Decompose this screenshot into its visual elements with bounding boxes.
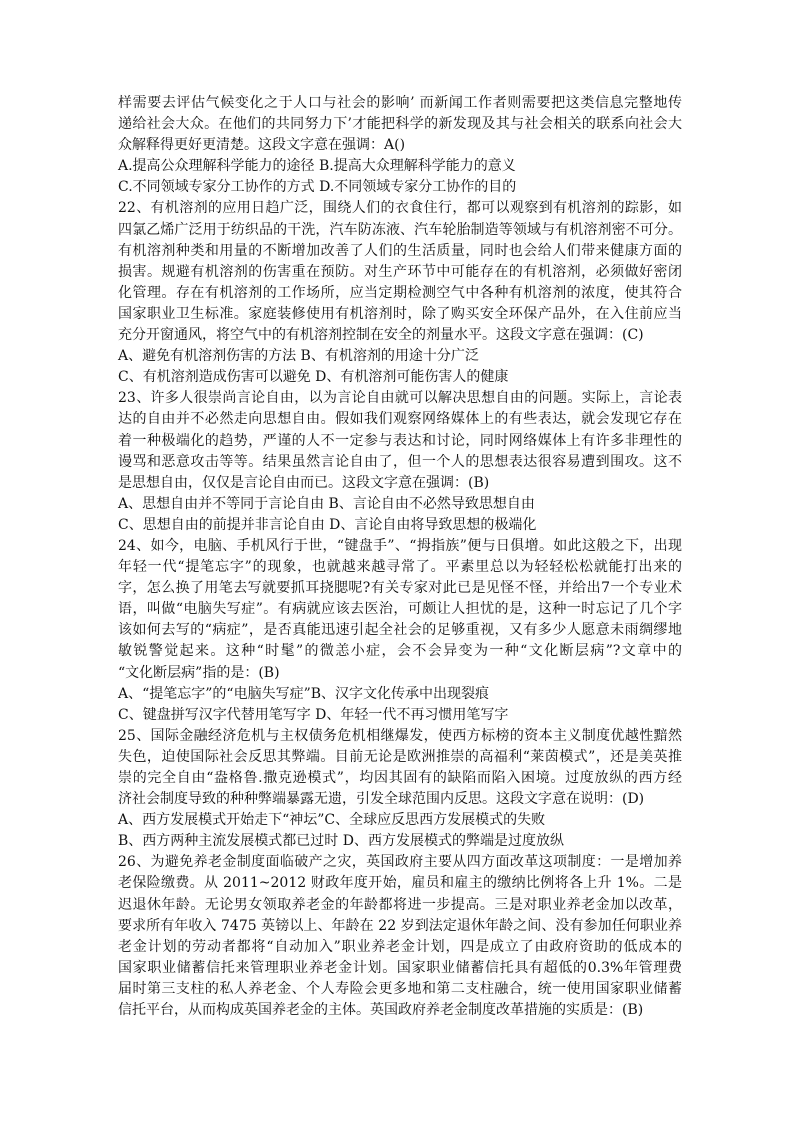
text-line: 崇的完全自由“盎格鲁.撒克逊模式”，均因其固有的缺陷而陷入困境。过度放纵的西方经 <box>118 770 682 786</box>
text-line: A、西方发展模式开始走下“神坛”C、全球应反思西方发展模式的失败 <box>118 812 546 829</box>
text-line: 众解释得更好更清楚。这段文字意在强调：A() <box>118 137 406 154</box>
text-line: A、“提笔忘字”的“电脑失写症”B、汉字文化传承中出现裂痕 <box>118 685 490 702</box>
text-line: 23、许多人很崇尚言论自由，以为言论自由就可以解决思想自由的问题。实际上，言论表 <box>118 390 682 407</box>
text-line: A、避免有机溶剂伤害的方法 B、有机溶剂的用途十分广泛 <box>118 348 479 365</box>
text-line: C、思想自由的前提并非言论自由 D、言论自由将导致思想的极端化 <box>118 516 537 533</box>
text-line: 充分开窗通风，将空气中的有机溶剂控制在安全的剂量水平。这段文字意在强调：(C) <box>118 327 644 344</box>
text-line: 25、国际金融经济危机与主权债务危机相继爆发，使西方标榜的资本主义制度优越性黯然 <box>118 727 682 744</box>
text-line: 是思想自由，仅仅是言论自由而已。这段文字意在强调：(B) <box>118 474 490 491</box>
text-line: 国家职业卫生标准。家庭装修使用有机溶剂时，除了购买安全环保产品外，在入住前应当 <box>118 305 682 322</box>
text-line: C、键盘拼写汉字代替用笔写字 D、年轻一代不再习惯用笔写字 <box>118 706 509 723</box>
text-line: 四氯乙烯广泛用于纺织品的干洗，汽车防冻液、汽车轮胎制造等领域与有机溶剂密不可分。 <box>118 221 682 238</box>
text-line: 国家职业储蓄信托来管理职业养老金计划。国家职业储蓄信托具有超低的0.3%年管理费 <box>118 959 682 976</box>
text-line: 该如何去写的“病症”，是否真能迅速引起全社会的足够重视，又有多少人愿意未雨绸缪地 <box>118 622 682 639</box>
text-line: 老金计划的劳动者都将“自动加入”职业养老金计划，四是成立了由政府资助的低成本的 <box>118 938 682 955</box>
text-line: 22、有机溶剂的应用日趋广泛，围绕人们的衣食住行，都可以观察到有机溶剂的踪影，如 <box>118 200 682 217</box>
text-line: 语，叫做“电脑失写症”。有病就应该去医治，可颇让人担忧的是，这种一时忘记了几个字 <box>118 601 682 618</box>
text-line: 着一种极端化的趋势，严谨的人不一定参与表达和讨论，同时网络媒体上有许多非理性的 <box>118 432 682 449</box>
text-line: 字，怎么换了用笔去写就要抓耳挠腮呢?有关专家对此已是见怪不怪，并给出7一个专业术 <box>118 580 682 597</box>
text-line: 递给社会大众。在他们的共同努力下’才能把科学的新发现及其与社会相关的联系向社会大 <box>118 116 682 133</box>
text-line: 年轻一代“提笔忘字”的现象，也就越来越寻常了。平素里总以为轻轻松松就能打出来的 <box>118 559 682 576</box>
text-line: A.提高公众理解科学能力的途径 B.提高大众理解科学能力的意义 <box>118 158 516 175</box>
text-line: 敏锐警觉起来。这种“时髦”的微恙小症，会不会异变为一种“文化断层病”?文章中的 <box>118 643 682 660</box>
text-line: 26、为避免养老金制度面临破产之灾，英国政府主要从四方面改革这项制度：一是增加养 <box>118 854 682 871</box>
text-line: A、思想自由并不等同于言论自由 B、言论自由不必然导致思想自由 <box>118 495 535 512</box>
document-page <box>118 93 682 1021</box>
text-line: 样需要去评估气候变化之于人口与社会的影响’ 而新闻工作者则需要把这类信息完整地传 <box>118 95 682 111</box>
text-line: B、西方两种主流发展模式都已过时 D、西方发展模式的弊端是过度放纵 <box>118 833 564 850</box>
text-line: 有机溶剂种类和用量的不断增加改善了人们的生活质量，同时也会给人们带来健康方面的 <box>118 242 682 259</box>
text-line: C.不同领域专家分工协作的方式 D.不同领域专家分工协作的目的 <box>118 179 517 196</box>
text-line: 要求所有年收入 7475 英镑以上、年龄在 22 岁到法定退休年龄之间、没有参加任何职业养 <box>118 917 682 934</box>
text-line: 损害。规避有机溶剂的伤害重在预防。对生产环节中可能存在的有机溶剂，必须做好密闭 <box>118 263 682 280</box>
text-line: 失色，迫使国际社会反思其弊端。目前无论是欧洲推崇的高福利“莱茵模式”，还是美英推 <box>118 748 682 765</box>
text-line: 信托平台，从而构成英国养老金的主体。英国政府养老金制度改革措施的实质是：(B) <box>118 1002 644 1019</box>
text-line: 济社会制度导致的种种弊端暴露无遗，引发全球范围内反思。这段文字意在说明：(D) <box>118 791 645 808</box>
text-line: 谩骂和恶意攻击等等。结果虽然言论自由了，但一个人的思想表达很容易遭到围攻。这不 <box>118 453 682 470</box>
text-line: 老保险缴费。从 2011~2012 财政年度开始，雇员和雇主的缴纳比例将各上升 1%。二是 <box>118 875 682 892</box>
text-line: 届时第三支柱的私人养老金、个人寿险会更多地和第二支柱融合，统一使用国家职业储蓄 <box>118 980 682 997</box>
text-line: 化管理。存在有机溶剂的工作场所，应当定期检测空气中各种有机溶剂的浓度，使其符合 <box>118 284 682 301</box>
text-line: 达的自由并不必然走向思想自由。假如我们观察网络媒体上的有些表达，就会发现它存在 <box>118 411 682 428</box>
text-line: C、有机溶剂造成伤害可以避免 D、有机溶剂可能伤害人的健康 <box>118 369 509 386</box>
text-line: “文化断层病”指的是：(B) <box>118 664 280 681</box>
text-line: 24、如今，电脑、手机风行于世，“键盘手”、“拇指族”便与日俱增。如此这般之下，出现 <box>118 537 682 554</box>
text-line: 迟退休年龄。无论男女领取养老金的年龄都将进一步提高。三是对职业养老金加以改革， <box>118 896 682 913</box>
